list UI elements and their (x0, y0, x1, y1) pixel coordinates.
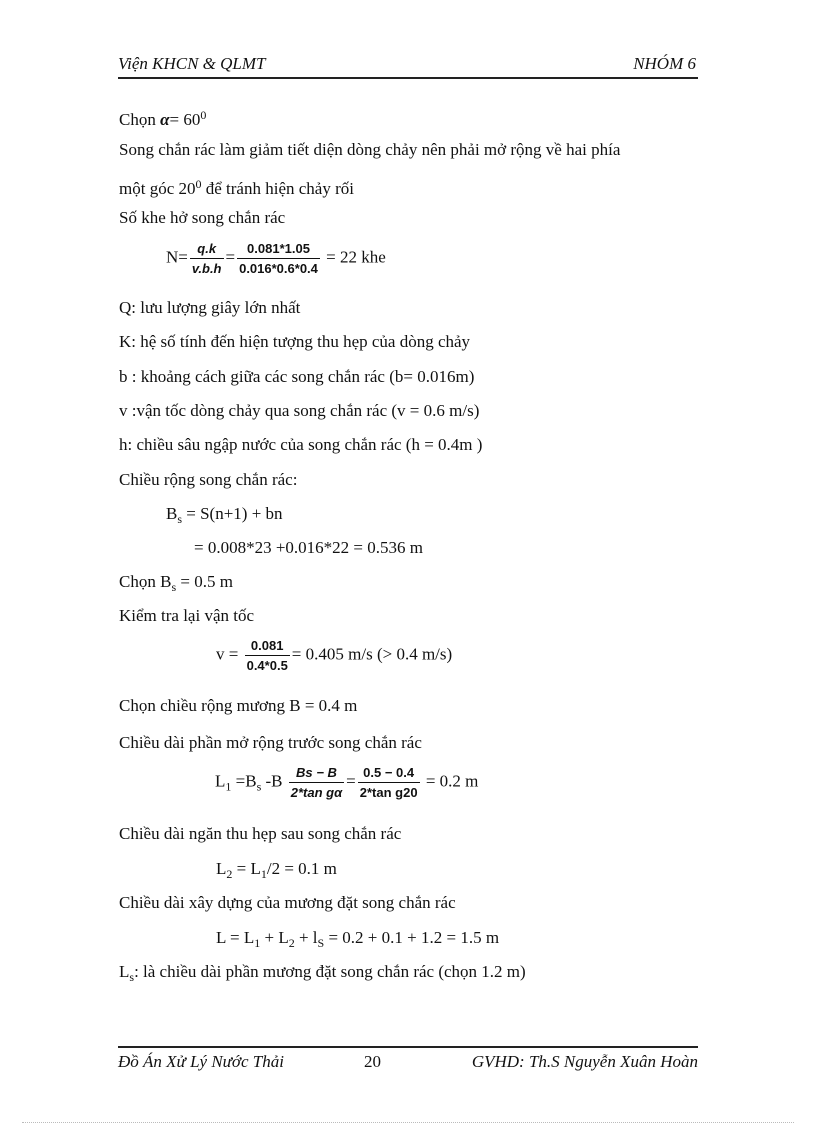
header-rule (118, 77, 698, 79)
equation-l1: $L_1 =B_s$ -B $\frac{Bs - B}{\text{2*tan gα}}$ = $\frac{0.5 - 0.4}{\text{2*tan g20}}$ = 0.2 m (215, 765, 479, 800)
fraction: $\frac{0.5 - 0.4}{\text{2*tan g20}}$ (359, 765, 418, 800)
definition-ls: $L_s$: là chiều dài phần mương đặt song chắn rác (chọn 1.2 m) (119, 962, 526, 984)
page-footer (118, 1050, 698, 1074)
page-number: 20 (364, 1052, 381, 1071)
fraction: $\frac{q.k}{v.b.h}$ (191, 241, 222, 276)
equation-bs-calc: = 0.008*23 +0.016*22 = 0.536 m (194, 538, 423, 557)
footer-project: Đồ Án Xử Lý Nước Thải (118, 1052, 284, 1071)
section-label: Kiểm tra lại vận tốc (119, 606, 255, 625)
equation-bs: $B_s = S(n+1)$ + bn (166, 504, 283, 526)
section-label: Số khe hở song chắn rác (119, 208, 286, 227)
definition-v: v :vận tốc dòng chảy qua song chắn rác (v = 0.6 m/s) (119, 401, 480, 420)
equation-l: $L = L_1 + L_2 + l_S = 0.2 + 0.1 + 1.2 = 1.5$ m (216, 928, 500, 950)
equation-v: v = $\frac{0.081}{0.4*0.5}$ = 0.405 m/s (> 0.4 m/s) (216, 638, 453, 673)
choose-bs: Chọn $B_s = 0.5$ m (119, 572, 233, 594)
paragraph-line: Song chắn rác làm giảm tiết diện dòng chảy nên phải mở rộng về hai phía (119, 140, 621, 159)
section-label: Chiều dài phần mở rộng trước song chắn rác (119, 733, 422, 752)
section-label: Chiều rộng song chắn rác: (119, 470, 298, 489)
footer-advisor: GVHD: Th.S Nguyễn Xuân Hoàn (471, 1052, 698, 1071)
choose-alpha-line: Chọn $\alpha= 60^0$ (119, 108, 207, 129)
header-institute: Viện KHCN & QLMT (118, 54, 266, 73)
fraction: $\frac{0.081}{0.4*0.5}$ (246, 638, 288, 673)
section-label: Chiều dài xây dựng của mương đặt song chắn rác (119, 893, 456, 912)
definition-k: K: hệ số tính đến hiện tượng thu hẹp của dòng chảy (119, 332, 471, 351)
choose-b: Chọn chiều rộng mương B = 0.4 m (119, 696, 358, 715)
definition-q: Q: lưu lượng giây lớn nhất (119, 298, 301, 317)
section-label: Chiều dài ngăn thu hẹp sau song chắn rác (119, 824, 402, 843)
definition-b: b : khoảng cách giữa các song chắn rác (b= 0.016m) (119, 367, 475, 386)
alpha-symbol: α (160, 110, 170, 129)
definition-h: h: chiều sâu ngập nước của song chắn rác (h = 0.4m ) (119, 435, 483, 454)
header-group: NHÓM 6 (633, 54, 696, 73)
fraction: $\frac{0.081*1.05}{0.016*0.6*0.4}$ (239, 241, 318, 276)
equation-n: N= $\frac{q.k}{v.b.h}$ = $\frac{0.081*1.05}{0.016*0.6*0.4}$ = 22 khe (166, 241, 386, 276)
page-header (118, 52, 696, 76)
equation-l2: $L_2 = L_1/2 = 0.1$ m (216, 859, 337, 881)
paragraph-line: một góc $20^0$ để tránh hiện chảy rối (119, 177, 354, 198)
fraction: $\frac{Bs - B}{\text{2*tan gα}}$ (290, 765, 343, 800)
footer-rule (118, 1046, 698, 1048)
